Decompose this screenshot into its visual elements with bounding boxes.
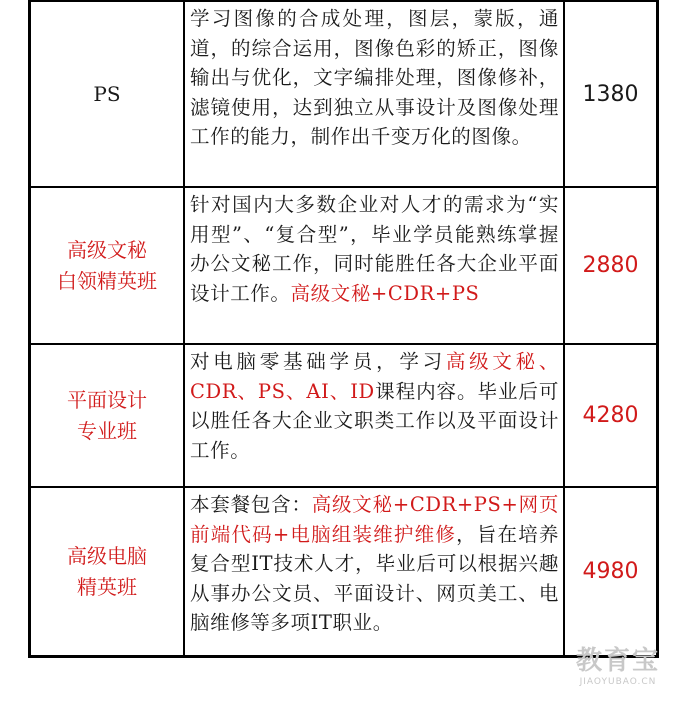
description-text: ，旨在培养复合型IT技术人才，毕业后可以根据兴趣从事办公文员、平面设计、网页美工、电脑维修等多项IT职业。 (190, 522, 559, 634)
course-price: 1380 (582, 81, 639, 107)
course-price: 4280 (582, 403, 639, 428)
course-description-cell (185, 188, 565, 343)
course-name-cell (31, 2, 185, 186)
highlighted-text: 高级文秘+CDR+PS (290, 281, 480, 305)
course-price: 2880 (582, 253, 639, 278)
course-name-line: 专业班 (77, 418, 137, 443)
description-text: 课程内容。毕业后可以胜任各大企业文职类工作以及平面设计工作。 (190, 379, 559, 462)
table-row (31, 186, 656, 343)
course-name-line: 高级文秘 (67, 237, 147, 262)
course-description-cell (185, 488, 565, 655)
description-text: 学习图像的合成处理，图层，蒙版，通道，的综合运用，图像色彩的矫正，图像输出与优化，文字编排处理，图像修补，滤镜使用，达到独立从事设计及图像处理工作的能力，制作出千变万化的图像。 (190, 7, 559, 148)
description-text: 针对国内大多数企业对人才的需求为“实用型”、“复合型”，毕业学员能熟练掌握办公文秘工作，同时能胜任各大企业平面设计工作。 (190, 193, 559, 305)
course-name (93, 79, 120, 110)
course-name-cell (31, 345, 185, 486)
watermark-title: 教育宝 (575, 646, 660, 676)
table-row (31, 343, 656, 486)
highlighted-text: 高级文秘、CDR、PS、AI、ID (190, 350, 559, 403)
course-name (67, 541, 147, 603)
course-table (28, 0, 659, 658)
course-name-cell (31, 488, 185, 655)
watermark-logo (576, 640, 660, 687)
course-name-line: 高级电脑 (67, 543, 147, 568)
description-text: 本套餐包含： (190, 493, 312, 516)
course-name-line: PS (93, 81, 121, 106)
highlighted-text: 高级文秘+CDR+PS+网页前端代码+电脑组装维护维修 (190, 493, 559, 546)
course-description-cell (185, 345, 565, 486)
course-name-line: 白领精英班 (57, 268, 157, 293)
table-row (31, 486, 656, 655)
course-name-line: 精英班 (77, 574, 137, 599)
course-description-cell (185, 2, 565, 186)
table-row (31, 0, 656, 186)
description-text: 对电脑零基础学员，学习 (190, 350, 446, 373)
course-name (67, 385, 147, 447)
course-price: 4980 (582, 559, 639, 584)
course-name-cell (31, 188, 185, 343)
course-name (57, 235, 157, 297)
watermark-domain: JIAOYUBAO.CN (579, 677, 657, 687)
course-name-line: 平面设计 (67, 387, 147, 412)
